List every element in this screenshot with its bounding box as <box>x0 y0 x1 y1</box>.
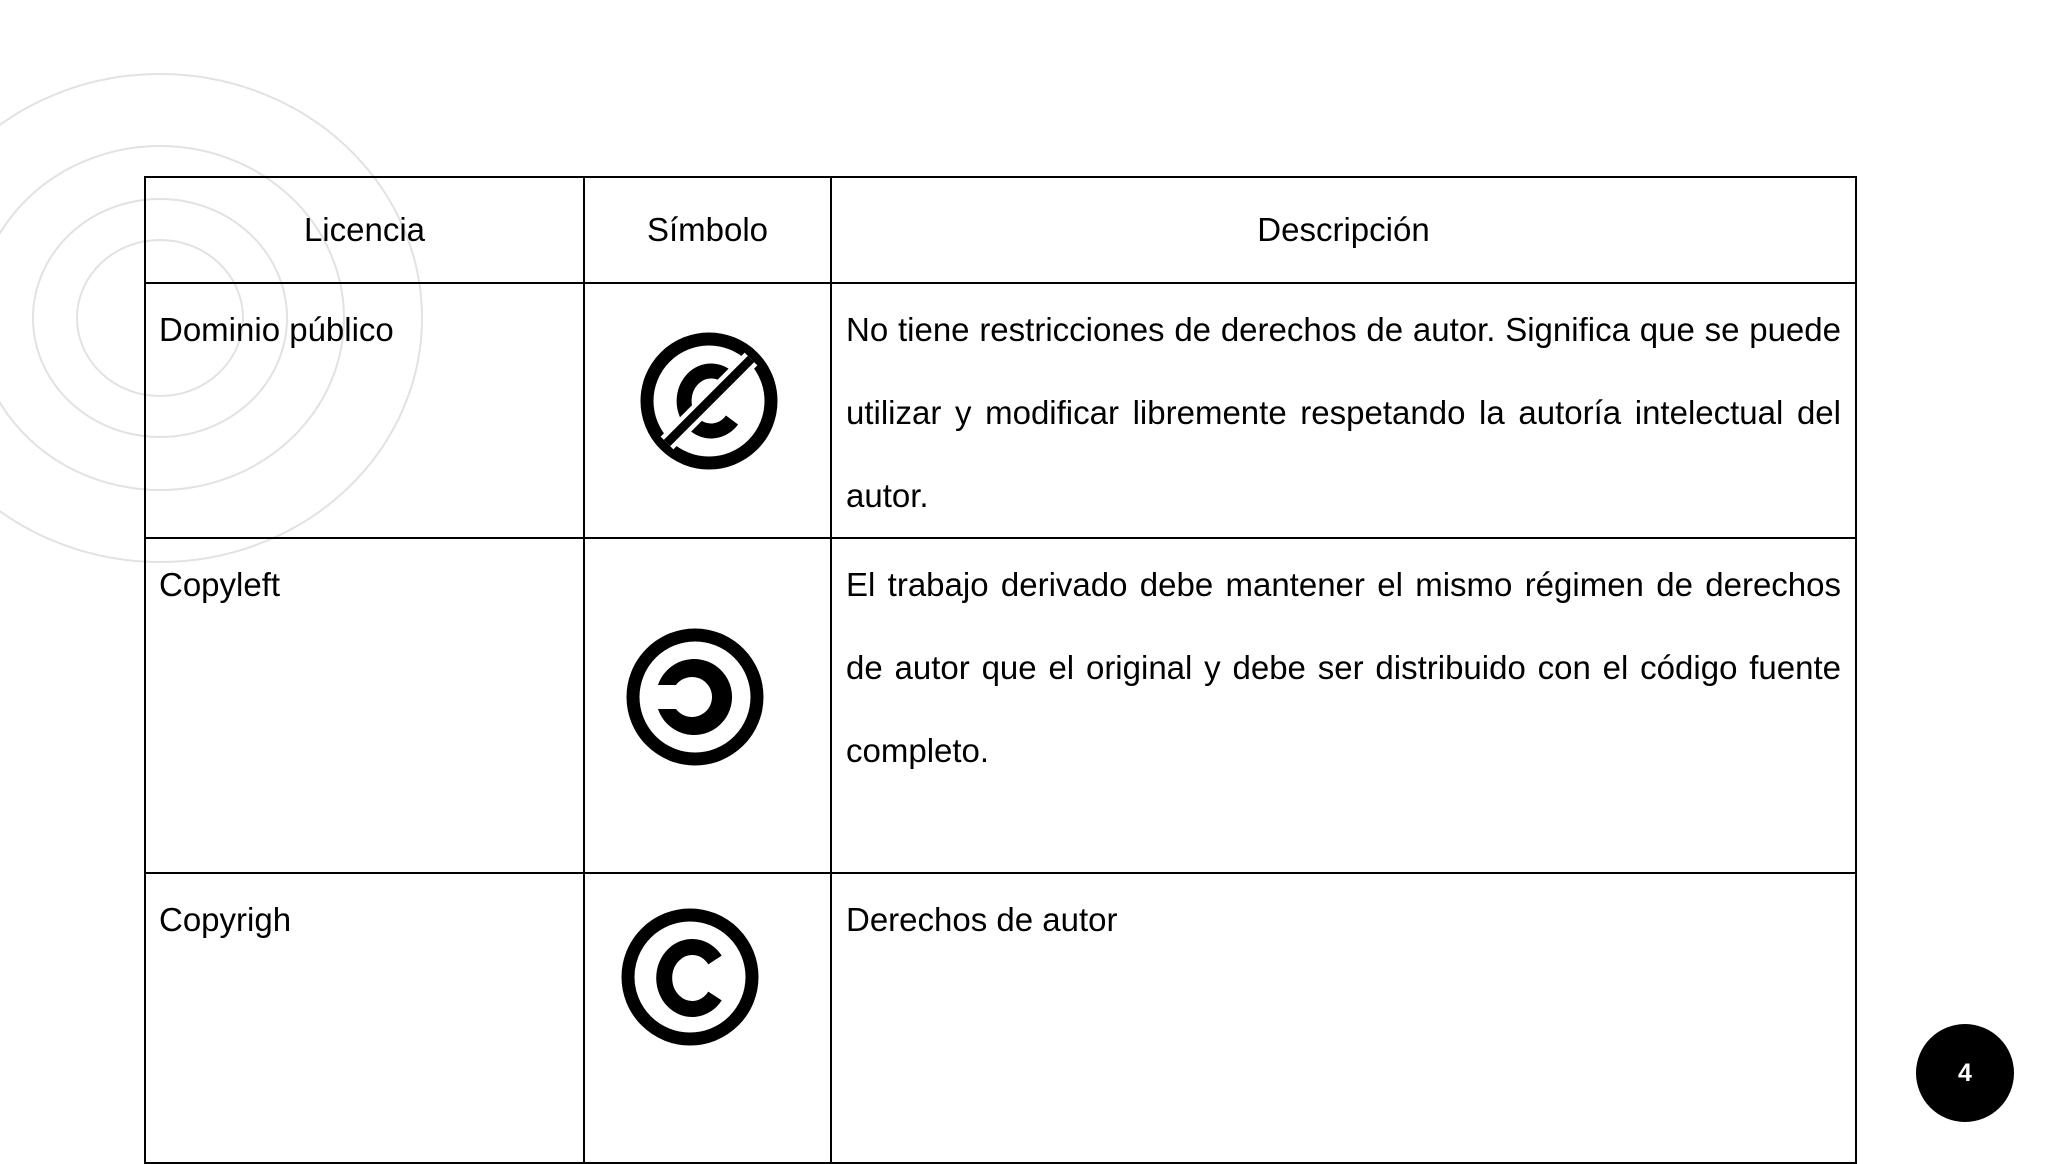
table-row <box>145 538 1856 873</box>
copyright-icon <box>621 908 759 1046</box>
description-cell <box>831 873 1856 1163</box>
license-cell <box>145 538 584 873</box>
table-row <box>145 873 1856 1163</box>
header-license: Licencia <box>145 177 584 283</box>
public-domain-icon <box>640 332 778 470</box>
license-name: Dominio público <box>159 311 394 348</box>
page-number: 4 <box>1958 1058 1972 1087</box>
description-cell <box>831 283 1856 538</box>
table-header-row <box>145 177 1856 283</box>
license-name: Copyleft <box>159 566 281 603</box>
description-cell <box>831 538 1856 873</box>
copyleft-icon <box>626 628 764 766</box>
license-description: Derechos de autor <box>846 901 1118 938</box>
license-table <box>144 176 1857 1164</box>
page-number-badge <box>1916 1024 2014 1122</box>
license-description: El trabajo derivado debe mantener el mismo régimen de derechos de autor que el original y debe ser distribuido con el código fuente completo. <box>846 566 1841 769</box>
table-row <box>145 283 1856 538</box>
header-symbol: Símbolo <box>584 177 831 283</box>
license-cell <box>145 283 584 538</box>
license-name: Copyrigh <box>159 901 292 938</box>
license-cell <box>145 873 584 1163</box>
license-description: No tiene restricciones de derechos de autor. Significa que se puede utilizar y modificar libremente respetando la autoría intelectual del autor. <box>846 311 1841 514</box>
header-description: Descripción <box>831 177 1856 283</box>
